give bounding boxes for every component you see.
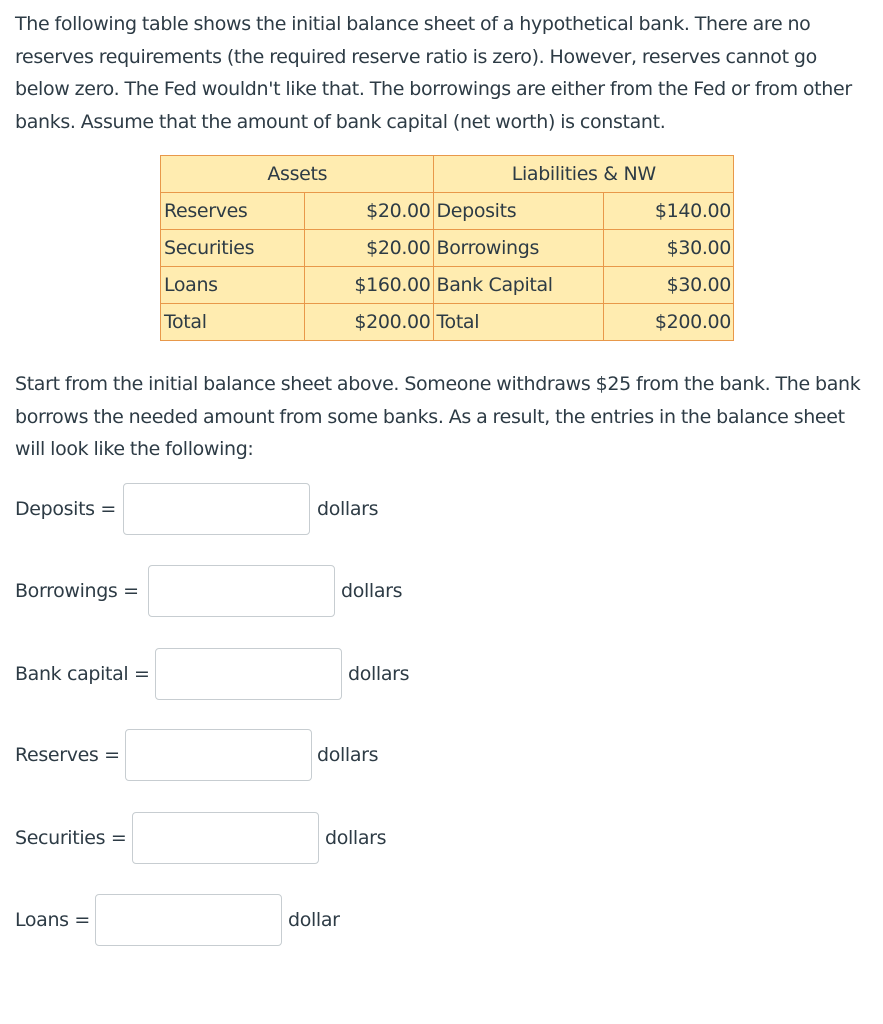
liability-name: Borrowings [433,230,603,267]
reserves-label: Reserves = [15,744,120,766]
asset-name: Reserves [161,193,305,230]
asset-value: $200.00 [305,304,433,341]
assets-header: Assets [161,156,434,193]
asset-value: $20.00 [305,230,433,267]
borrowings-input[interactable] [148,565,335,617]
borrowings-unit: dollars [341,580,403,602]
securities-unit: dollars [325,827,387,849]
liability-value: $30.00 [603,267,733,304]
liability-value: $30.00 [603,230,733,267]
asset-name: Total [161,304,305,341]
deposits-label: Deposits = [15,498,116,520]
table-row [161,230,734,267]
table-row [161,267,734,304]
securities-input[interactable] [132,812,319,864]
liability-name: Bank Capital [433,267,603,304]
borrowings-label: Borrowings = [15,580,139,602]
balance-sheet-table [160,155,734,341]
liability-name: Total [433,304,603,341]
reserves-input[interactable] [125,729,312,781]
loans-label: Loans = [15,909,90,931]
question-intro: The following table shows the initial balance sheet of a hypothetical bank. There are no reserves requirements (the required reserve ratio is zero). However, reserves cannot go below zero. The Fed wouldn't like that. The borrowings are either from the Fed or from other banks. Assume that the amount of bank capital (net worth) is constant. [15,13,852,133]
liability-value: $140.00 [603,193,733,230]
asset-name: Loans [161,267,305,304]
bank-capital-label: Bank capital = [15,663,150,685]
liability-name: Deposits [433,193,603,230]
liability-value: $200.00 [603,304,733,341]
table-row [161,304,734,341]
table-header-row [161,156,734,193]
asset-value: $20.00 [305,193,433,230]
deposits-unit: dollars [317,498,379,520]
reserves-unit: dollars [317,744,379,766]
liabilities-header: Liabilities & NW [433,156,733,193]
loans-unit: dollar [288,909,340,931]
loans-input[interactable] [95,894,282,946]
table-row [161,193,734,230]
securities-label: Securities = [15,827,127,849]
deposits-input[interactable] [123,483,310,535]
asset-value: $160.00 [305,267,433,304]
asset-name: Securities [161,230,305,267]
question-scenario: Start from the initial balance sheet above. Someone withdraws $25 from the bank. The bank borrows the needed amount from some banks. As a result, the entries in the balance sheet will look like the following: [15,373,861,461]
bank-capital-unit: dollars [348,663,410,685]
bank-capital-input[interactable] [155,648,342,700]
